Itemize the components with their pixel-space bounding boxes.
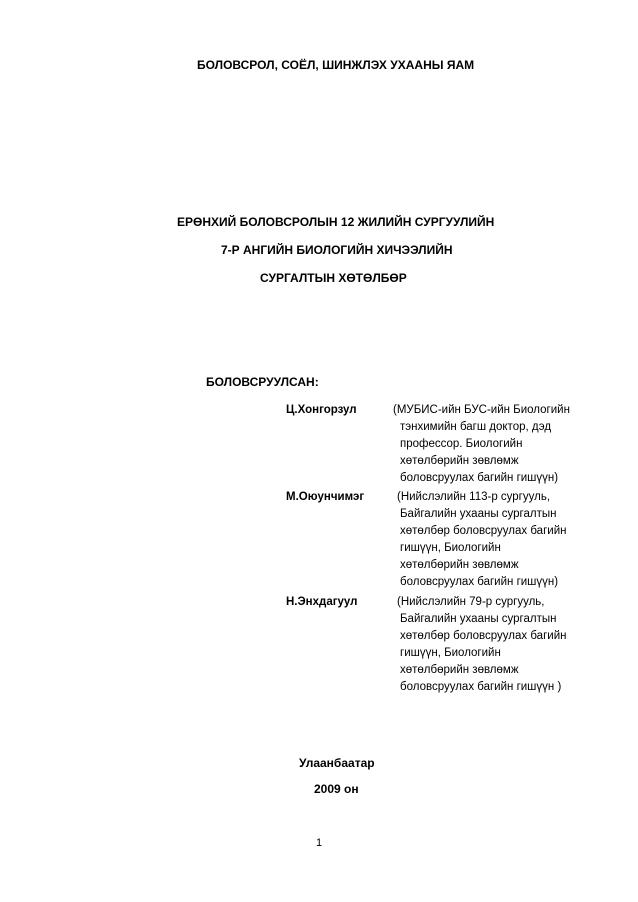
city: Улаанбаатар <box>299 756 375 770</box>
affiliation-line: боловсруулах багийн гишүүн) <box>400 472 559 484</box>
title-line-2: 7-Р АНГИЙН БИОЛОГИЙН ХИЧЭЭЛИЙН <box>221 243 453 257</box>
affiliation-line: хөтөлбөрийн зөвлөмж <box>400 455 519 467</box>
title-line-3: СУРГАЛТЫН ХӨТӨЛБӨР <box>260 271 407 285</box>
author-affiliation-3 <box>397 594 566 696</box>
author-name-3: Н.Энхдагуул <box>286 596 358 608</box>
affiliation-line: Байгалийн ухааны сургалтын <box>400 613 557 625</box>
affiliation-line: (Нийслэлийн 113-р сургууль, <box>397 491 551 503</box>
affiliation-line: боловсруулах багийн гишүүн ) <box>400 681 562 693</box>
affiliation-line: хөтөлбөрийн зөвлөмж <box>400 559 519 571</box>
page-number: 1 <box>316 837 323 849</box>
title-line-1: ЕРӨНХИЙ БОЛОВСРОЛЫН 12 ЖИЛИЙН СУРГУУЛИЙН <box>177 215 495 229</box>
affiliation-line: (Нийслэлийн 79-р сургууль, <box>397 596 545 608</box>
author-affiliation-2 <box>397 489 566 591</box>
affiliation-line: боловсруулах багийн гишүүн) <box>400 576 559 588</box>
affiliation-line: (МУБИС-ийн БУС-ийн Биологийн <box>393 404 570 416</box>
year: 2009 он <box>314 782 359 796</box>
affiliation-line: профессор. Биологийн <box>400 438 523 450</box>
affiliation-line: гишүүн, Биологийн <box>400 647 501 659</box>
affiliation-line: хөтөлбөр боловсруулах багийн <box>400 630 567 642</box>
affiliation-line: хөтөлбөр боловсруулах багийн <box>400 525 567 537</box>
affiliation-line: гишүүн, Биологийн <box>400 542 501 554</box>
ministry-heading: БОЛОВСРОЛ, СОЁЛ, ШИНЖЛЭХ УХААНЫ ЯАМ <box>197 58 475 72</box>
affiliation-line: тэнхимийн багш доктор, дэд <box>400 421 552 433</box>
affiliation-line: Байгалийн ухааны сургалтын <box>400 508 557 520</box>
author-name-1: Ц.Хонгорзул <box>286 404 357 416</box>
author-affiliation-1 <box>393 402 570 487</box>
affiliation-line: хөтөлбөрийн зөвлөмж <box>400 664 519 676</box>
authors-heading: БОЛОВСРУУЛСАН: <box>206 375 319 389</box>
author-name-2: М.Оюунчимэг <box>286 491 365 503</box>
